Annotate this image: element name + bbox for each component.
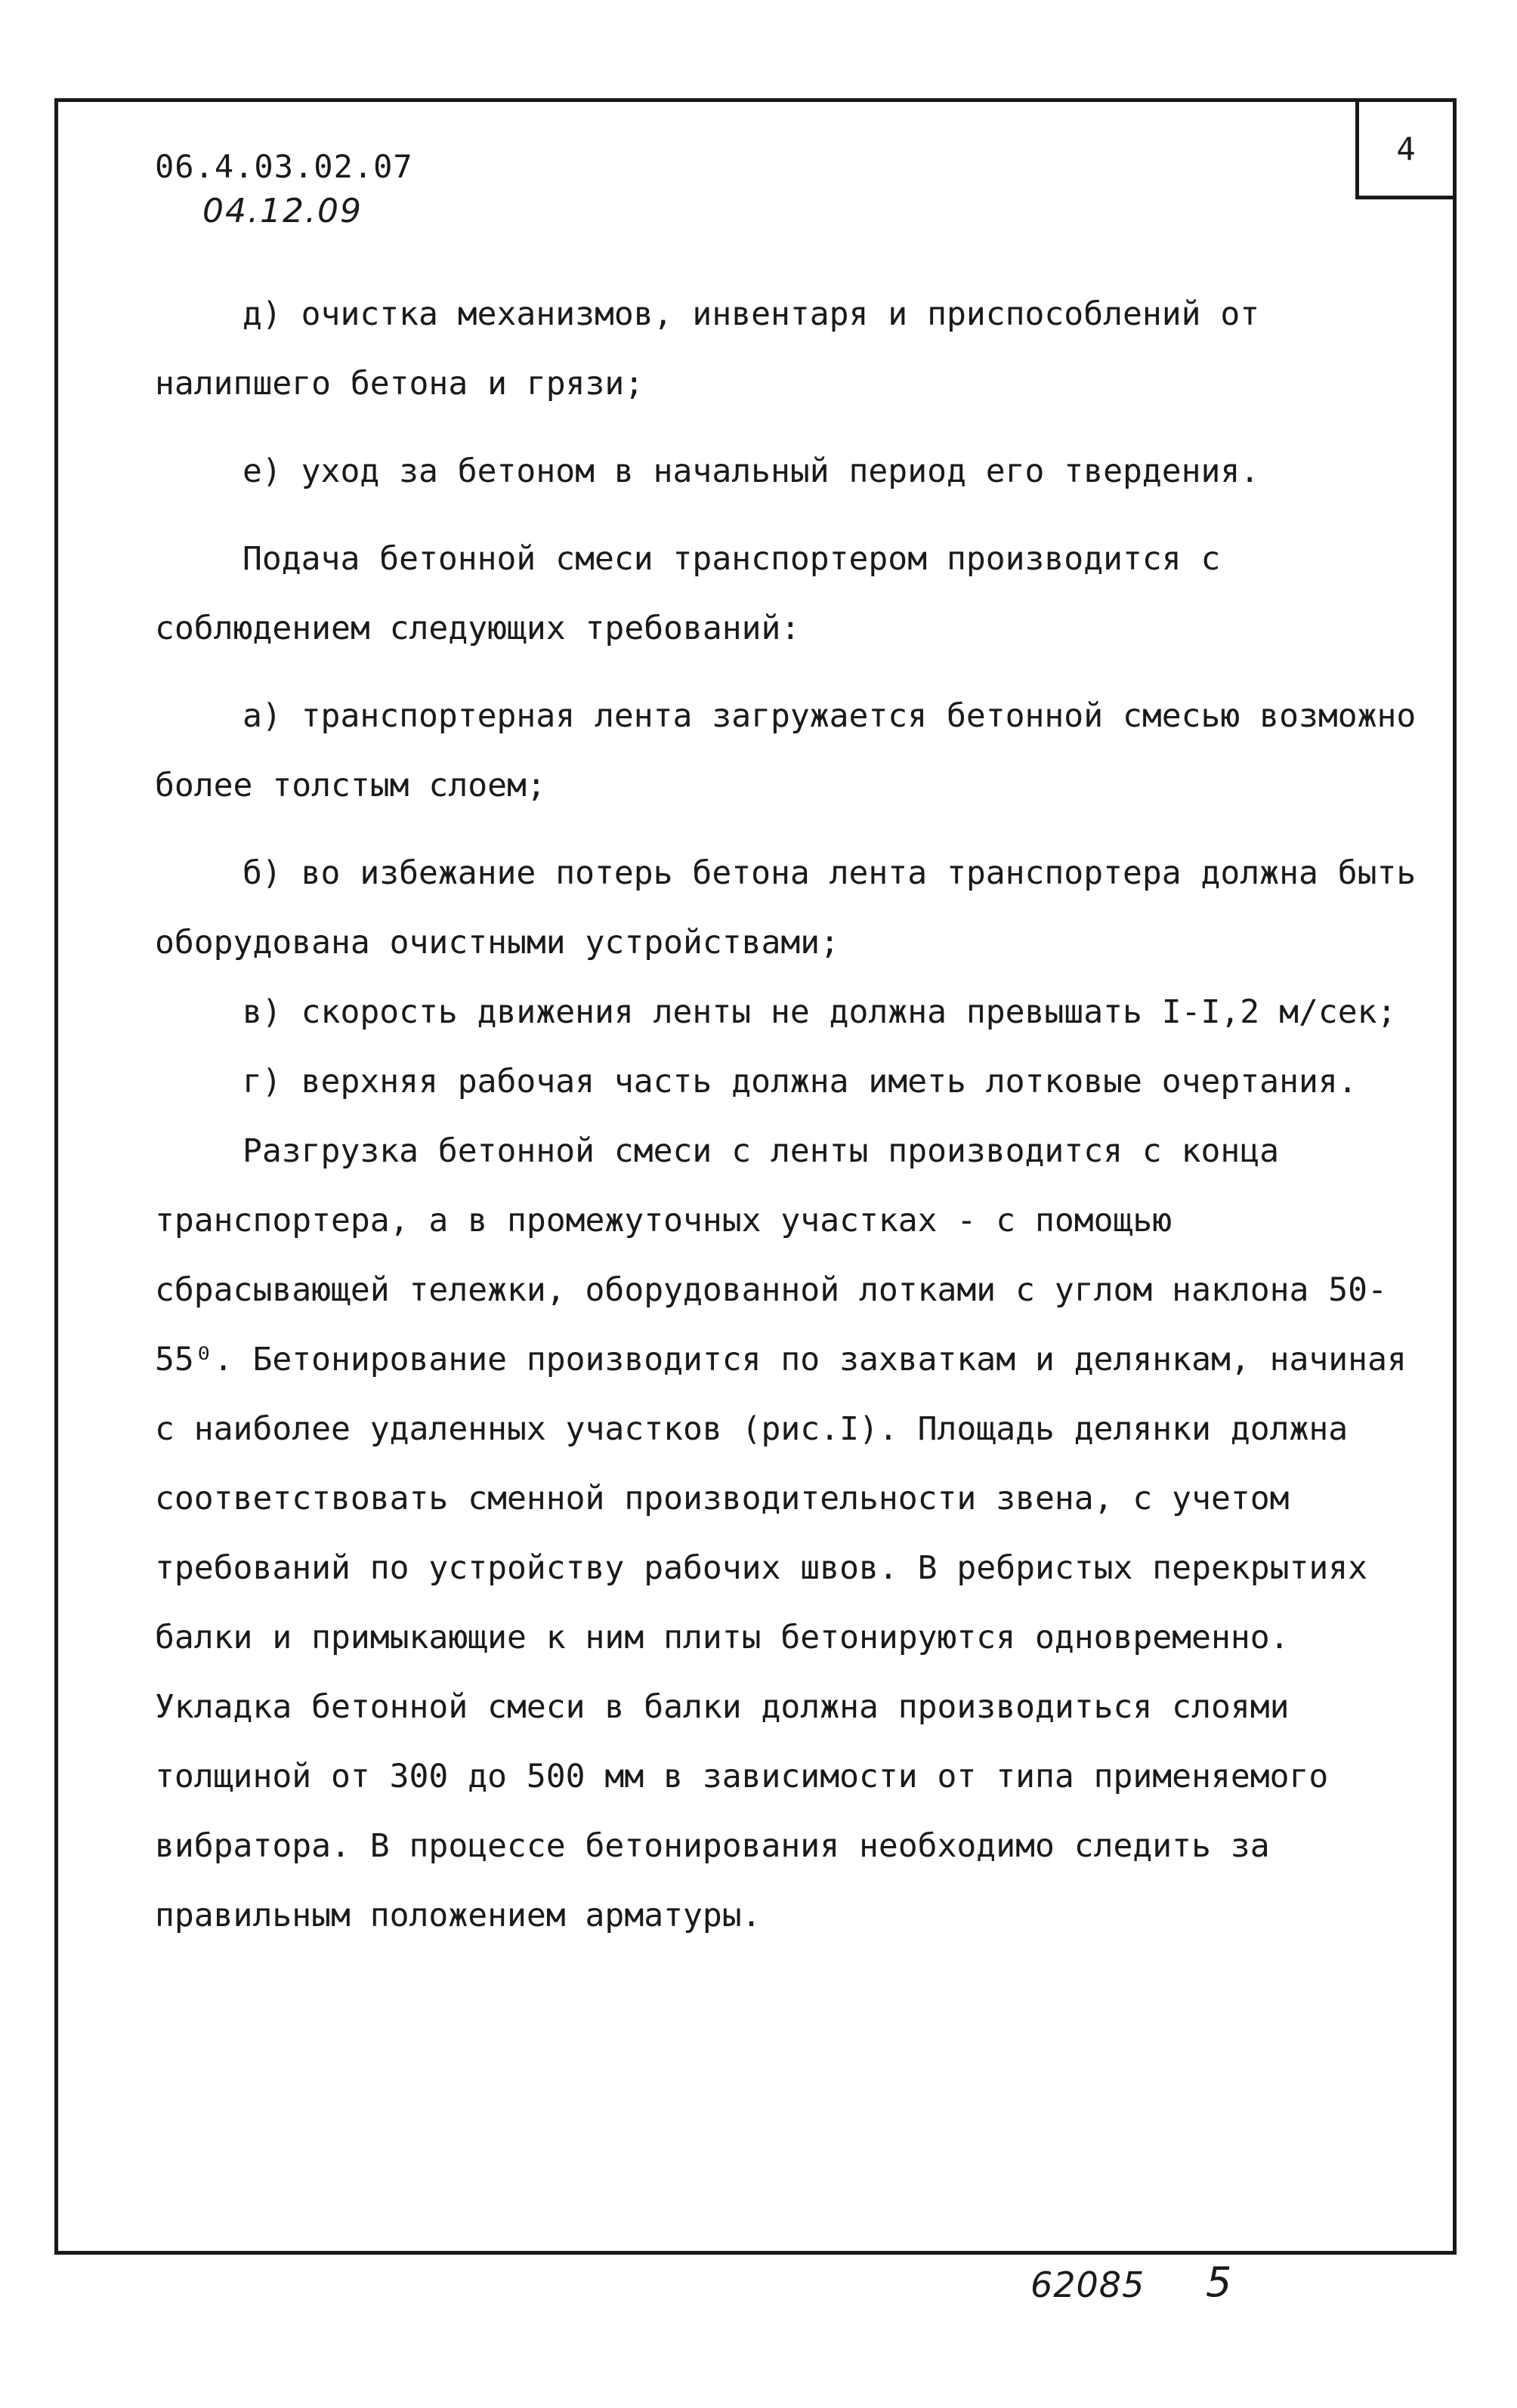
- list-item-g: г) верхняя рабочая часть должна иметь лотковые очертания.: [243, 1063, 1358, 1101]
- page-number-box: [1355, 98, 1457, 199]
- document-code: 06.4.03.02.07: [155, 148, 413, 185]
- footer-page-number: 5: [1206, 2258, 1232, 2306]
- list-item-e: е) уход за бетоном в начальный период его твердения.: [243, 452, 1260, 490]
- paragraph-unloading: Разгрузка бетонной смеси с ленты производится с конца транспортера, а в промежуточных участках - с помощью сбрасывающей тележки, оборудованной лотками с углом наклона 50-55⁰. Бетонирование производится по захваткам и делянкам, начиная с наиболее удаленных участков (рис.I). Площадь делянки должна соответствовать сменной производительности звена, с учетом требований по устройству рабочих швов. В ребристых перекрытиях балки и примыкающие к ним плиты бетонируются одновременно. Укладка бетонной смеси в балки должна производиться слоями толщиной от 300 до 500 мм в зависимости от типа применяемого вибратора. В процессе бетонирования необходимо следить за правильным положением арматуры.: [155, 1132, 1407, 1934]
- list-item-a: а) транспортерная лента загружается бетонной смесью возможно более толстым слоем;: [155, 697, 1417, 804]
- page-number: 4: [1396, 130, 1416, 168]
- list-item-d: д) очистка механизмов, инвентаря и приспособлений от налипшего бетона и грязи;: [155, 295, 1260, 403]
- list-item-b: б) во избежание потерь бетона лента транспортера должна быть оборудована очистными устройствами;: [155, 854, 1417, 962]
- list-item-v: в) скорость движения ленты не должна превышать I-I,2 м/сек;: [243, 993, 1397, 1031]
- body-text: [155, 279, 1417, 1950]
- footer-document-number: 62085: [1030, 2264, 1145, 2305]
- paragraph-conveyor-intro: Подача бетонной смеси транспортером производится с соблюдением следующих требований:: [155, 540, 1221, 647]
- handwritten-date: 04.12.09: [202, 192, 363, 230]
